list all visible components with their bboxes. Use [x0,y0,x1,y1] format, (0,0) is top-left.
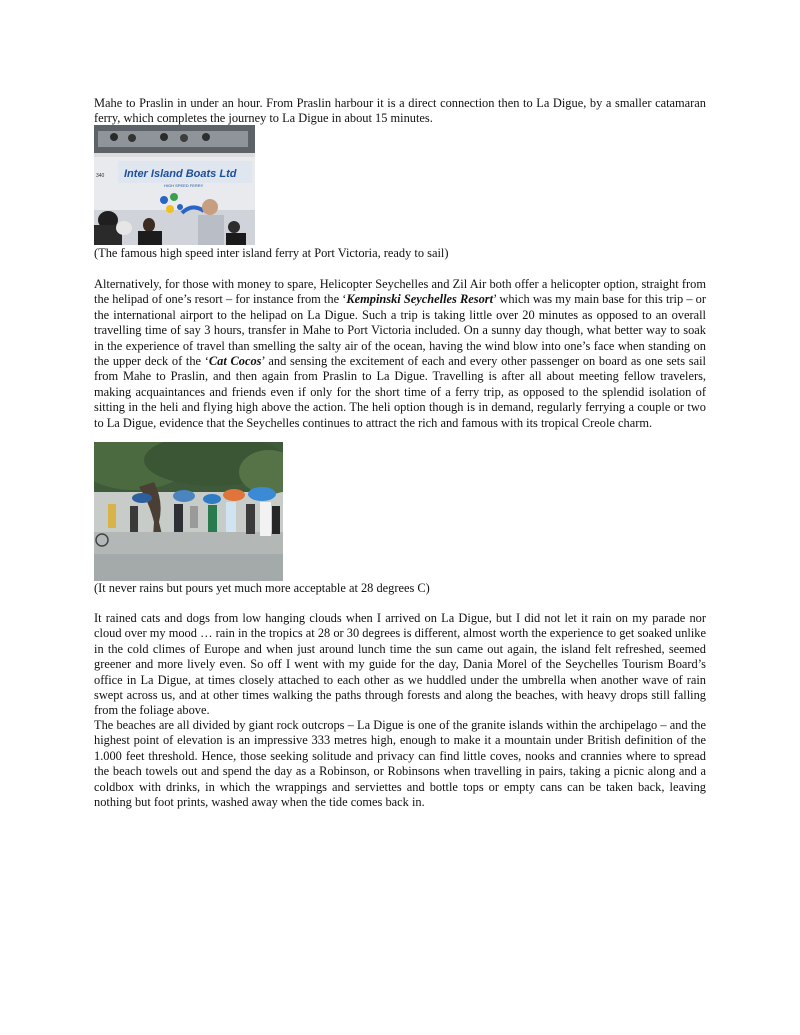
ferry-sign-text: Inter Island Boats Ltd [124,168,237,180]
ferry-hull-number: 340 [96,173,105,179]
helicopter-text-part1: Alternatively, for those with money to spare, Helicopter Seychelles and Zil Air both offer a helicopter option, straight from the helipad of one’s resort – for instance from the ‘ [94,277,706,307]
ferry-sign-small: HIGH SPEED FERRY [164,183,204,188]
caption-rain-photo: (It never rains but pours yet much more acceptable at 28 degrees C) [94,581,430,595]
paragraph-helicopter-option [94,277,706,431]
ferry-photo [94,125,255,245]
rain-photo [94,442,283,581]
caption-ferry-photo: (The famous high speed inter island ferry at Port Victoria, ready to sail) [94,246,449,260]
paragraph-rain-la-digue: It rained cats and dogs from low hanging clouds when I arrived on La Digue, but I did not let it rain on my parade nor cloud over my mood … rain in the tropics at 28 or 30 degrees is different, almost worth the experience to get soaked unlike in the cold climes of Europe and when just around lunch time the sun came out again, the island felt refreshed, seemed greener and more lively even. So off I went with my guide for the day, Dania Morel of the Seychelles Tourism Board’s office in La Digue, at times closely attached to each other as we huddled under the umbrella when another wave of rain swept across us, and at other times walking the paths through forests and along the beaches, with heavy drops still falling from the foliage above. [94,611,706,718]
helicopter-text-part3: ’ and sensing the excitement of each and every other passenger on board as one sets sail from Mahe to Praslin, and then again from Praslin to La Digue. Travelling is after all about meeting fellow travelers, making acquaintances and friends even if only for the short time of a ferry trip, as opposed to the splendid isolation of sitting in the heli and flying high above the action. The heli option though is in demand, regularly ferrying a couple or two to La Digue, evidence that the Seychelles continues to attract the rich and famous with its tropical Creole charm. [94,354,706,430]
resort-name: Kempinski Seychelles Resort [346,292,494,307]
helicopter-text-part2: ’ which was my main base for this trip – or the international airport to the helipad on La Digue. Such a trip is taking little over 20 minutes as opposed to an overall travelling time of say 3 hours, transfer in Mahe to Port Victoria included. On a sunny day though, what better way to soak in the experience of travel than smelling the salty air of the ocean, having the wind blow into one’s face when standing on the upper deck of the ‘ [94,292,706,369]
ferry-name: Cat Cocos [208,354,262,369]
paragraph-beaches: The beaches are all divided by giant rock outcrops – La Digue is one of the granite islands within the archipelago – and the highest point of elevation is an impressive 333 metres high, enough to make it a mountain under British definition of the 1.000 feet threshold. Hence, those seeking solitude and privacy can find little coves, nooks and crannies where to spread the beach towels out and spend the day as a Robinson, or Robinsons when travelling in pairs, taking a picnic along and a coldbox with drinks, in which the wrappings and serviettes and bottle tops or empty cans can be taken back, leaving nothing but foot prints, washed away when the tide comes back in. [94,718,706,810]
paragraph-ferry-connection: Mahe to Praslin in under an hour. From Praslin harbour it is a direct connection then to La Digue, by a smaller catamaran ferry, which completes the journey to La Digue in about 15 minutes. [94,96,706,126]
